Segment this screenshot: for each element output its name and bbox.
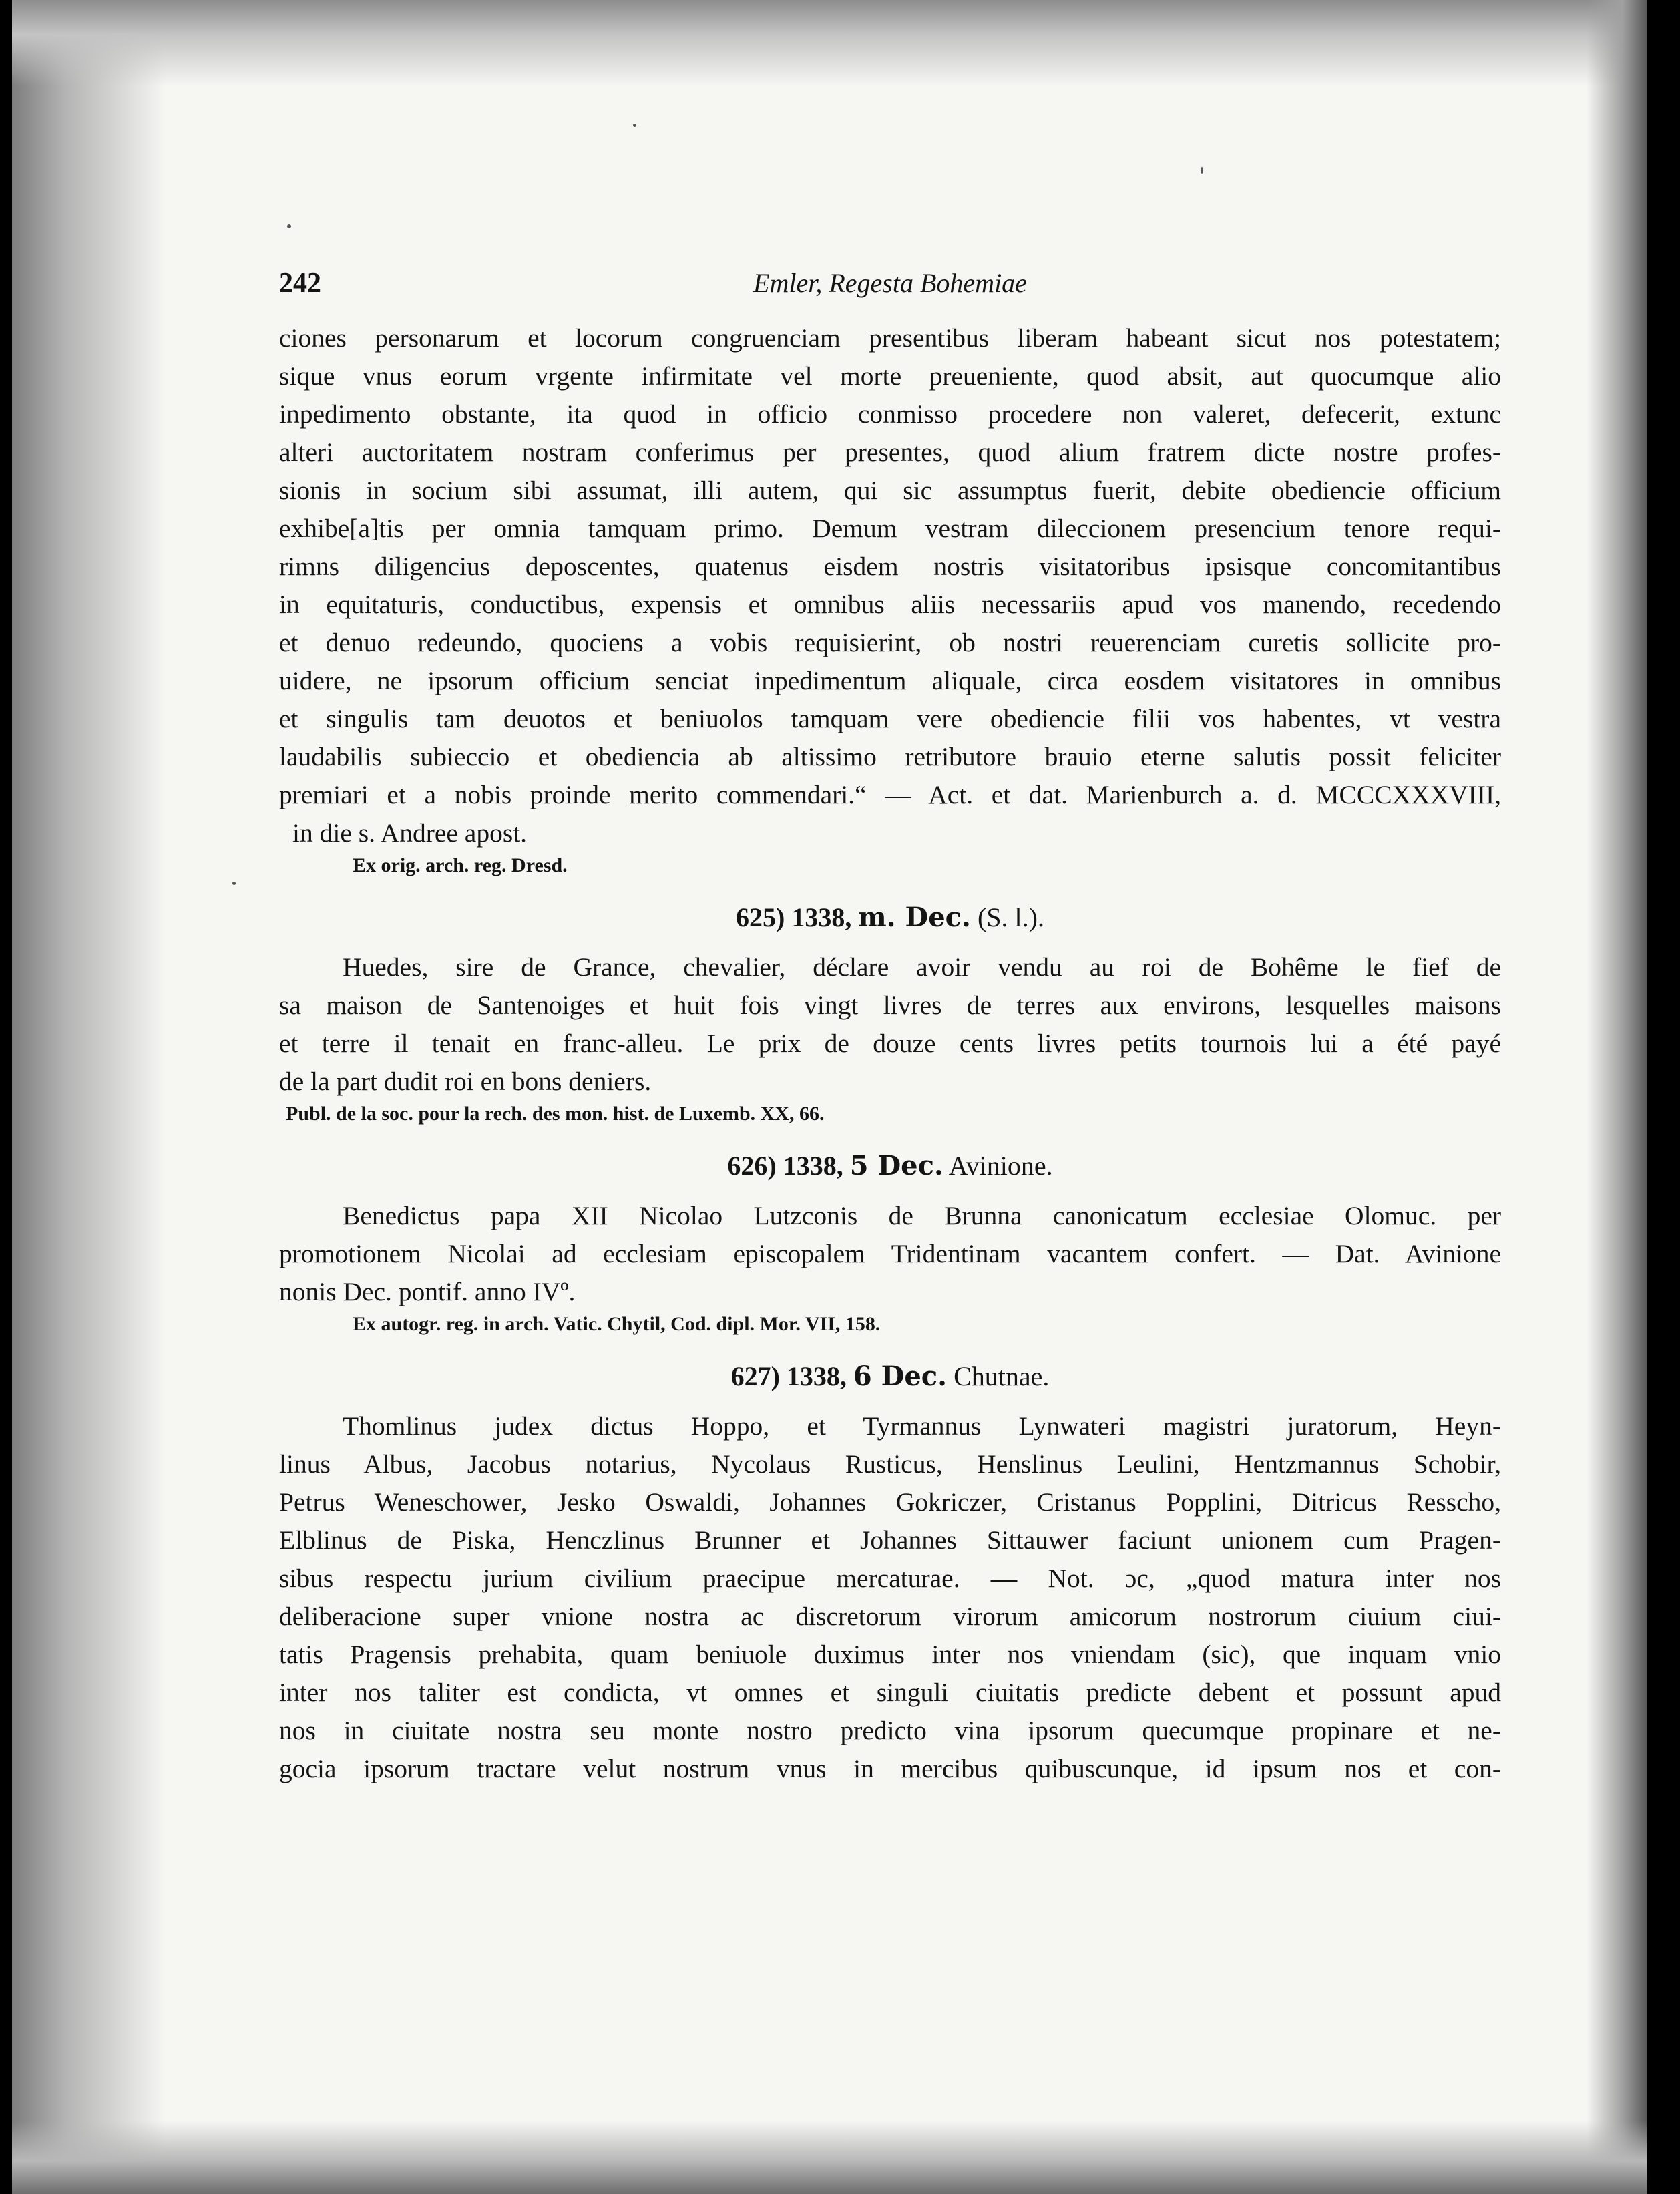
text-line: Elblinus de Piska, Henczlinus Brunner et Johannes Sittauwer faciunt unionem cum Pragen-: [279, 1525, 1501, 1555]
text-line: inpedimento obstante, ita quod in officio conmisso procedere non valeret, defecerit, extunc: [279, 399, 1501, 429]
text-line: Thomlinus judex dictus Hoppo, et Tyrmannus Lynwateri magistri juratorum, Heyn-: [343, 1411, 1501, 1441]
text-line: alteri auctoritatem nostram conferimus per presentes, quod alium fratrem dicte nostre profes-: [279, 437, 1501, 467]
text-line: in equitaturis, conductibus, expensis et omnibus aliis necessariis apud vos manendo, recedendo: [279, 590, 1501, 619]
text-line: Huedes, sire de Grance, chevalier, déclare avoir vendu au roi de Bohême le fief de: [343, 952, 1501, 982]
entry-text: [279, 1197, 1501, 1311]
text-line: sibus respectu jurium civilium praecipue mercaturae. — Not. ɔc, „quod matura inter nos: [279, 1564, 1501, 1593]
scanned-page: [12, 0, 1647, 2194]
scan-shadow-bottom: [12, 2121, 1647, 2194]
text-line: et denuo redeundo, quociens a vobis requisierint, ob nostri reuerenciam curetis sollicite pro-: [279, 628, 1501, 657]
text-line: de la part dudit roi en bons deniers.: [279, 1067, 652, 1096]
entry-year: 1338,: [783, 1151, 843, 1181]
scan-shadow-top: [12, 0, 1647, 87]
text-line: sionis in socium sibi assumat, illi autem, qui sic assumptus fuerit, debite obediencie officium: [279, 476, 1501, 505]
entry-place: (S. l.).: [977, 902, 1044, 932]
text-line: inter nos taliter est condicta, vt omnes et singuli ciuitatis predicte debent et possunt apud: [279, 1678, 1501, 1707]
text-line: promotionem Nicolai ad ecclesiam episcopalem Tridentinam vacantem confert. — Dat. Avinione: [279, 1239, 1501, 1268]
entry-heading: [279, 1147, 1501, 1185]
text-line: uidere, ne ipsorum officium senciat inpedimentum aliquale, circa eosdem visitatores in omnibus: [279, 666, 1501, 695]
entry-day-month: 6 Dec.: [853, 1360, 948, 1392]
text-line: laudabilis subieccio et obediencia ab altissimo retributore brauio eterne salutis possit feliciter: [279, 742, 1501, 771]
text-line: rimns diligencius deposcentes, quatenus eisdem nostris visitatoribus ipsisque concomitantibus: [279, 552, 1501, 581]
text-line: et terre il tenait en franc-alleu. Le prix de douze cents livres petits tournois lui a été payé: [279, 1029, 1501, 1058]
entry-place: Avinione.: [948, 1151, 1053, 1181]
running-title: Emler, Regesta Bohemiae: [753, 268, 1027, 298]
text-line: Benedictus papa XII Nicolao Lutzconis de Brunna canonicatum ecclesiae Olomuc. per: [343, 1201, 1501, 1230]
running-head: [279, 267, 1501, 307]
entry-year: 1338,: [786, 1361, 847, 1391]
text-line: deliberacione super vnione nostra ac discretorum virorum amicorum nostrorum ciuium ciui-: [279, 1602, 1501, 1631]
text-line: linus Albus, Jacobus notarius, Nycolaus Rusticus, Henslinus Leulini, Hentzmannus Schobir,: [279, 1449, 1501, 1479]
text-line: Petrus Weneschower, Jesko Oswaldi, Johannes Gokriczer, Cristanus Popplini, Ditricus Resscho,: [279, 1487, 1501, 1517]
entry-heading: [279, 1358, 1501, 1395]
entry-number: 626): [727, 1151, 777, 1181]
text-line: sique vnus eorum vrgente infirmitate vel morte preueniente, quod absit, aut quocumque alio: [279, 361, 1501, 391]
entry-text: [279, 948, 1501, 1101]
text-line: exhibe[a]tis per omnia tamquam primo. Demum vestram dileccionem presencium tenore requi-: [279, 514, 1501, 543]
continuation-text: [279, 319, 1501, 852]
page-content: [279, 267, 1501, 1788]
text-line: nonis Dec. pontif. anno IVº.: [279, 1277, 576, 1306]
text-line: nos in ciuitate nostra seu monte nostro predicto vina ipsorum quecumque propinare et ne-: [279, 1716, 1501, 1745]
text-line: tatis Pragensis prehabita, quam beniuole duximus inter nos vniendam (sic), que inquam vnio: [279, 1640, 1501, 1669]
source-note: Ex autogr. reg. in arch. Vatic. Chytil, Cod. dipl. Mor. VII, 158.: [353, 1313, 881, 1335]
entry-number: 625): [736, 902, 785, 932]
entry-year: 1338,: [791, 902, 852, 932]
source-note: Publ. de la soc. pour la rech. des mon. hist. de Luxemb. XX, 66.: [286, 1103, 825, 1125]
entry-number: 627): [730, 1361, 780, 1391]
text-line: ciones personarum et locorum congruenciam presentibus liberam habeant sicut nos potestatem;: [279, 323, 1501, 353]
scan-shadow-right: [1587, 0, 1647, 2194]
source-note: Ex orig. arch. reg. Dresd.: [353, 854, 568, 876]
entry-day-month: 5 Dec.: [849, 1150, 943, 1181]
text-line: sa maison de Santenoiges et huit fois vingt livres de terres aux environs, lesquelles maisons: [279, 990, 1501, 1020]
text-line: in die s. Andree apost.: [292, 818, 528, 848]
scan-shadow-left: [12, 0, 166, 2194]
entry-day-month: m. Dec.: [858, 902, 971, 933]
text-line: gocia ipsorum tractare velut nostrum vnus in mercibus quibuscunque, id ipsum nos et con-: [279, 1754, 1501, 1783]
entry-text: [279, 1407, 1501, 1788]
text-line: premiari et a nobis proinde merito commendari.“ — Act. et dat. Marienburch a. d. MCCCXXXVIII,: [279, 780, 1501, 809]
entry-heading: [279, 899, 1501, 936]
text-line: et singulis tam deuotos et beniuolos tamquam vere obediencie filii vos habentes, vt vestra: [279, 704, 1501, 733]
page-number: 242: [279, 268, 321, 299]
entry-place: Chutnae.: [954, 1361, 1050, 1391]
